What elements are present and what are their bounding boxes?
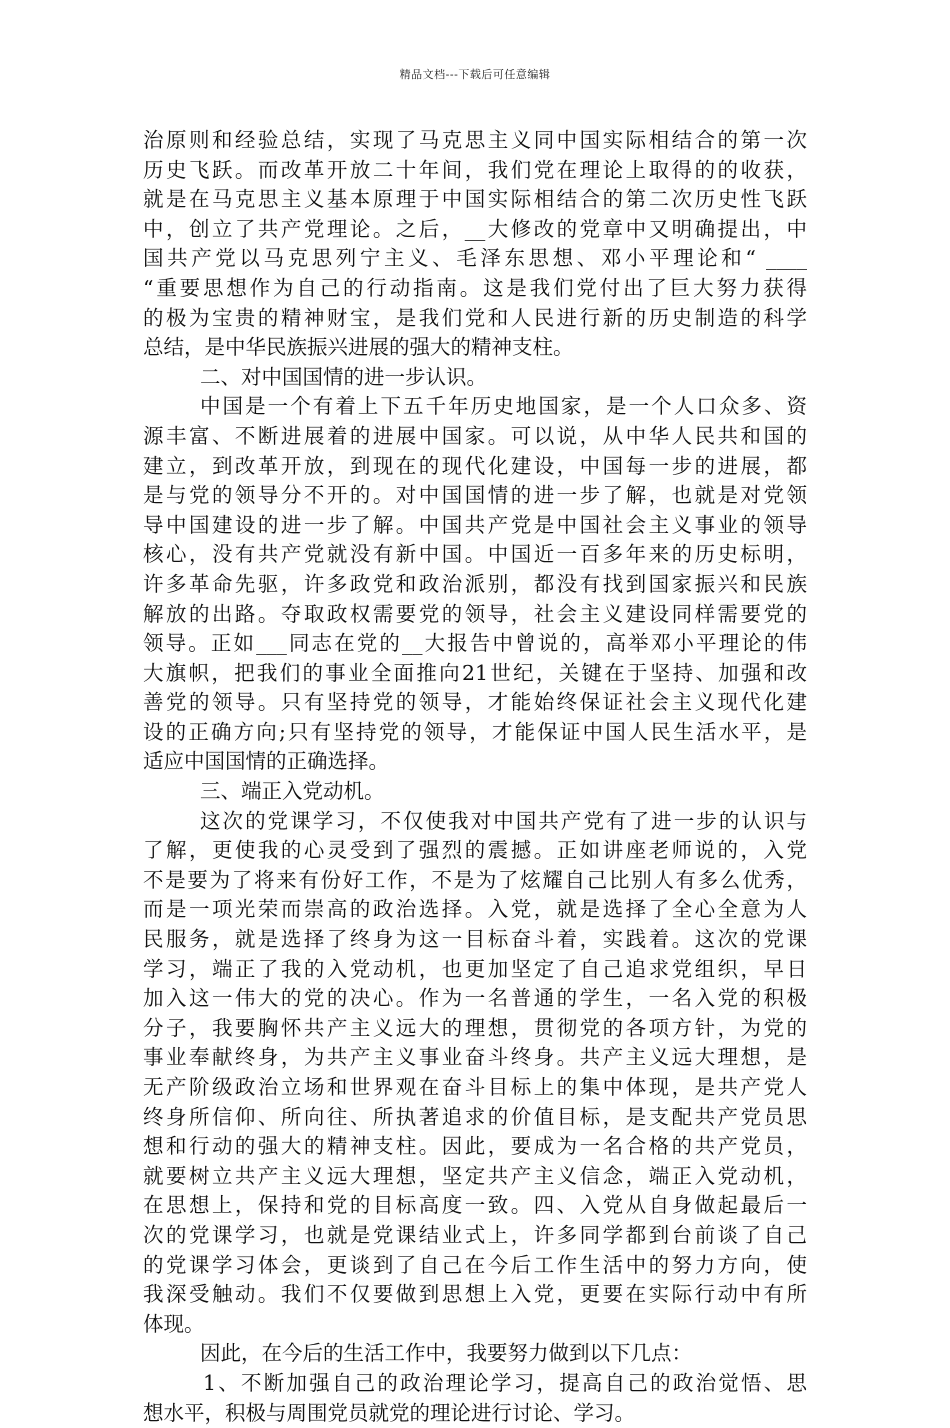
heading-line: 三、端正入党动机。 xyxy=(200,779,385,804)
text-line: 民服务，就是选择了终身为这一目标奋斗着，实践着。这次的党课 xyxy=(143,927,807,952)
paragraph-point-1 xyxy=(143,1369,807,1428)
section-heading-motivation xyxy=(143,777,807,807)
text-line: 就是在马克思主义基本原理于中国实际相结合的第二次历史性飞跃 xyxy=(143,187,807,212)
text-line: 设的正确方向;只有坚持党的领导，才能保证中国人民生活水平，是 xyxy=(143,719,807,744)
text-line: 解放的出路。夺取政权需要党的领导，社会主义建设同样需要党的 xyxy=(143,601,807,626)
text-line: 历史飞跃。而改革开放二十年间，我们党在理论上取得的的收获， xyxy=(143,157,807,182)
text-line: 国共产党以马克思列宁主义、毛泽东思想、邓小平理论和“ ____ xyxy=(143,246,807,271)
text-line: 总结，是中华民族振兴进展的强大的精神支柱。 xyxy=(143,335,574,360)
paragraph-theory xyxy=(143,126,807,363)
text-line: 领导。正如___同志在党的__大报告中曾说的，高举邓小平理论的伟 xyxy=(143,631,807,656)
text-line: 建立，到改革开放，到现在的现代化建设，中国每一步的进展，都 xyxy=(143,453,807,478)
text-line: 分子，我要胸怀共产主义远大的理想，贯彻党的各项方针，为党的 xyxy=(143,1015,807,1040)
text-line: 的党课学习体会，更谈到了自己在今后工作生活中的努力方向，使 xyxy=(143,1252,807,1277)
text-line: 了解，更使我的心灵受到了强烈的震撼。正如讲座老师说的，入党 xyxy=(143,838,807,863)
text-line: 而是一项光荣而崇高的政治选择。入党，就是选择了全心全意为人 xyxy=(143,897,807,922)
text-line: 中，创立了共产党理论。之后，__大修改的党章中又明确提出，中 xyxy=(143,216,807,241)
text-line: 体现。 xyxy=(143,1311,205,1336)
text-line: 不是要为了将来有份好工作，不是为了炫耀自己比别人有多么优秀， xyxy=(143,867,807,892)
text-line: 加入这一伟大的党的决心。作为一名普通的学生，一名入党的积极 xyxy=(143,986,807,1011)
text-line: 是与党的领导分不开的。对中国国情的进一步了解，也就是对党领 xyxy=(143,483,807,508)
text-line: 事业奉献终身，为共产主义事业奋斗终身。共产主义远大理想，是 xyxy=(143,1045,807,1070)
text-line: 的极为宝贵的精神财宝，是我们党和人民进行新的历史制造的科学 xyxy=(143,305,807,330)
text-line: 适应中国国情的正确选择。 xyxy=(143,749,389,774)
text-line: 因此，在今后的生活工作中，我要努力做到以下几点： xyxy=(200,1341,692,1366)
text-line: 导中国建设的进一步了解。中国共产党是中国社会主义事业的领导 xyxy=(143,512,807,537)
text-line: 源丰富、不断进展着的进展中国家。可以说，从中华人民共和国的 xyxy=(143,423,807,448)
text-line: 许多革命先驱，许多政党和政治派别，都没有找到国家振兴和民族 xyxy=(143,571,807,596)
text-line: 我深受触动。我们不仅要做到思想上入党，更要在实际行动中有所 xyxy=(143,1282,807,1307)
paragraph-motivation xyxy=(143,807,807,1340)
heading-line: 二、对中国国情的进一步认识。 xyxy=(200,364,487,389)
section-heading-national-conditions xyxy=(143,363,807,393)
text-line: 1、不断加强自己的政治理论学习，提高自己的政治觉悟、思 xyxy=(203,1370,807,1395)
text-line: “重要思想作为自己的行动指南。这是我们党付出了巨大努力获得 xyxy=(143,275,807,300)
document-body xyxy=(143,126,807,1428)
text-line: 这次的党课学习，不仅使我对中国共产党有了进一步的认识与 xyxy=(200,808,807,833)
text-line: 想和行动的强大的精神支柱。因此，要成为一名合格的共产党员， xyxy=(143,1134,807,1159)
page-header: 精品文档---下载后可任意编辑 xyxy=(399,68,551,81)
text-line: 就要树立共产主义远大理想，坚定共产主义信念，端正入党动机， xyxy=(143,1163,807,1188)
text-line: 大旗帜，把我们的事业全面推向21世纪，关键在于坚持、加强和改 xyxy=(143,660,807,685)
text-line: 次的党课学习，也就是党课结业式上，许多同学都到台前谈了自己 xyxy=(143,1222,807,1247)
text-line: 终身所信仰、所向往、所执著追求的价值目标，是支配共产党员思 xyxy=(143,1104,807,1129)
paragraph-national-conditions xyxy=(143,392,807,777)
text-line: 无产阶级政治立场和世界观在奋斗目标上的集中体现，是共产党人 xyxy=(143,1075,807,1099)
text-line: 善党的领导。只有坚持党的领导，才能始终保证社会主义现代化建 xyxy=(143,690,807,715)
text-line: 治原则和经验总结，实现了马克思主义同中国实际相结合的第一次 xyxy=(143,128,807,152)
text-line: 核心，没有共产党就没有新中国。中国近一百多年来的历史标明， xyxy=(143,542,807,567)
text-line: 中国是一个有着上下五千年历史地国家，是一个人口众多、资 xyxy=(200,394,807,419)
text-line: 想水平，积极与周围党员就党的理论进行讨论、学习。 xyxy=(143,1400,635,1425)
text-line: 学习，端正了我的入党动机，也更加坚定了自己追求党组织，早日 xyxy=(143,956,807,981)
text-line: 在思想上，保持和党的目标高度一致。四、入党从自身做起最后一 xyxy=(143,1193,807,1218)
